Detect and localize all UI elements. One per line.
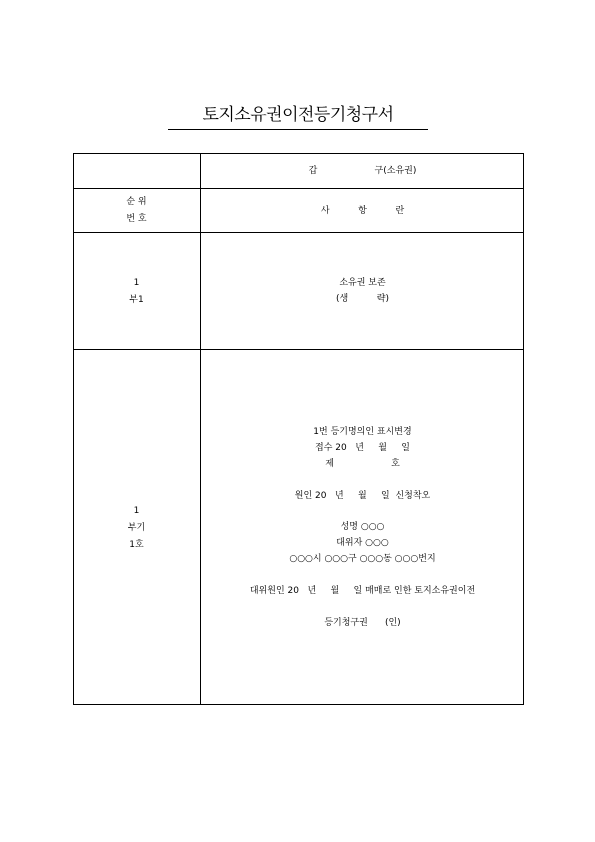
row1-entry-omitted: (생 략) <box>335 294 390 304</box>
row2-line: 1번 등기명의인 표시변경 <box>313 427 412 437</box>
table-border-bottom <box>73 704 524 705</box>
header-right-label: 갑 구(소유권) <box>308 166 417 176</box>
table-border-left <box>73 153 74 705</box>
order-number-label-line2: 번 호 <box>126 214 147 224</box>
row1-order-number: 1 <box>133 278 140 288</box>
row2-line: 대위원인 20 년 월 일 매매로 인한 토지소유권이전 <box>249 586 476 596</box>
table-divider-row1 <box>73 349 524 350</box>
title-underline <box>168 129 428 130</box>
row2-line: 원인 20 년 월 일 신청착오 <box>294 491 431 501</box>
row2-line: 대위자 ○○○ <box>336 538 389 548</box>
table-border-top <box>73 153 524 154</box>
row1-entry-title: 소유권 보존 <box>339 278 386 288</box>
document-title: 토지소유권이전등기청구서 <box>202 105 394 125</box>
table-divider-subheader <box>73 232 524 233</box>
row2-line: 등기청구권 (인) <box>324 618 401 628</box>
row2-order-number: 1 <box>133 506 140 516</box>
row2-line: 제 호 <box>325 459 400 469</box>
matters-column-label: 사 항 란 <box>320 206 405 216</box>
row2-line: 성명 ○○○ <box>340 522 385 532</box>
row2-appendix-label: 부기 <box>127 523 146 533</box>
row1-appendix-number: 부1 <box>129 295 144 305</box>
register-table <box>73 153 524 705</box>
row2-appendix-number: 1호 <box>129 540 144 550</box>
row2-line: 접수 20 년 월 일 <box>315 443 410 453</box>
order-number-label-line1: 순 위 <box>126 197 147 207</box>
table-divider-header <box>73 188 524 189</box>
row2-line: ○○○시 ○○○구 ○○○동 ○○○번지 <box>289 554 436 564</box>
